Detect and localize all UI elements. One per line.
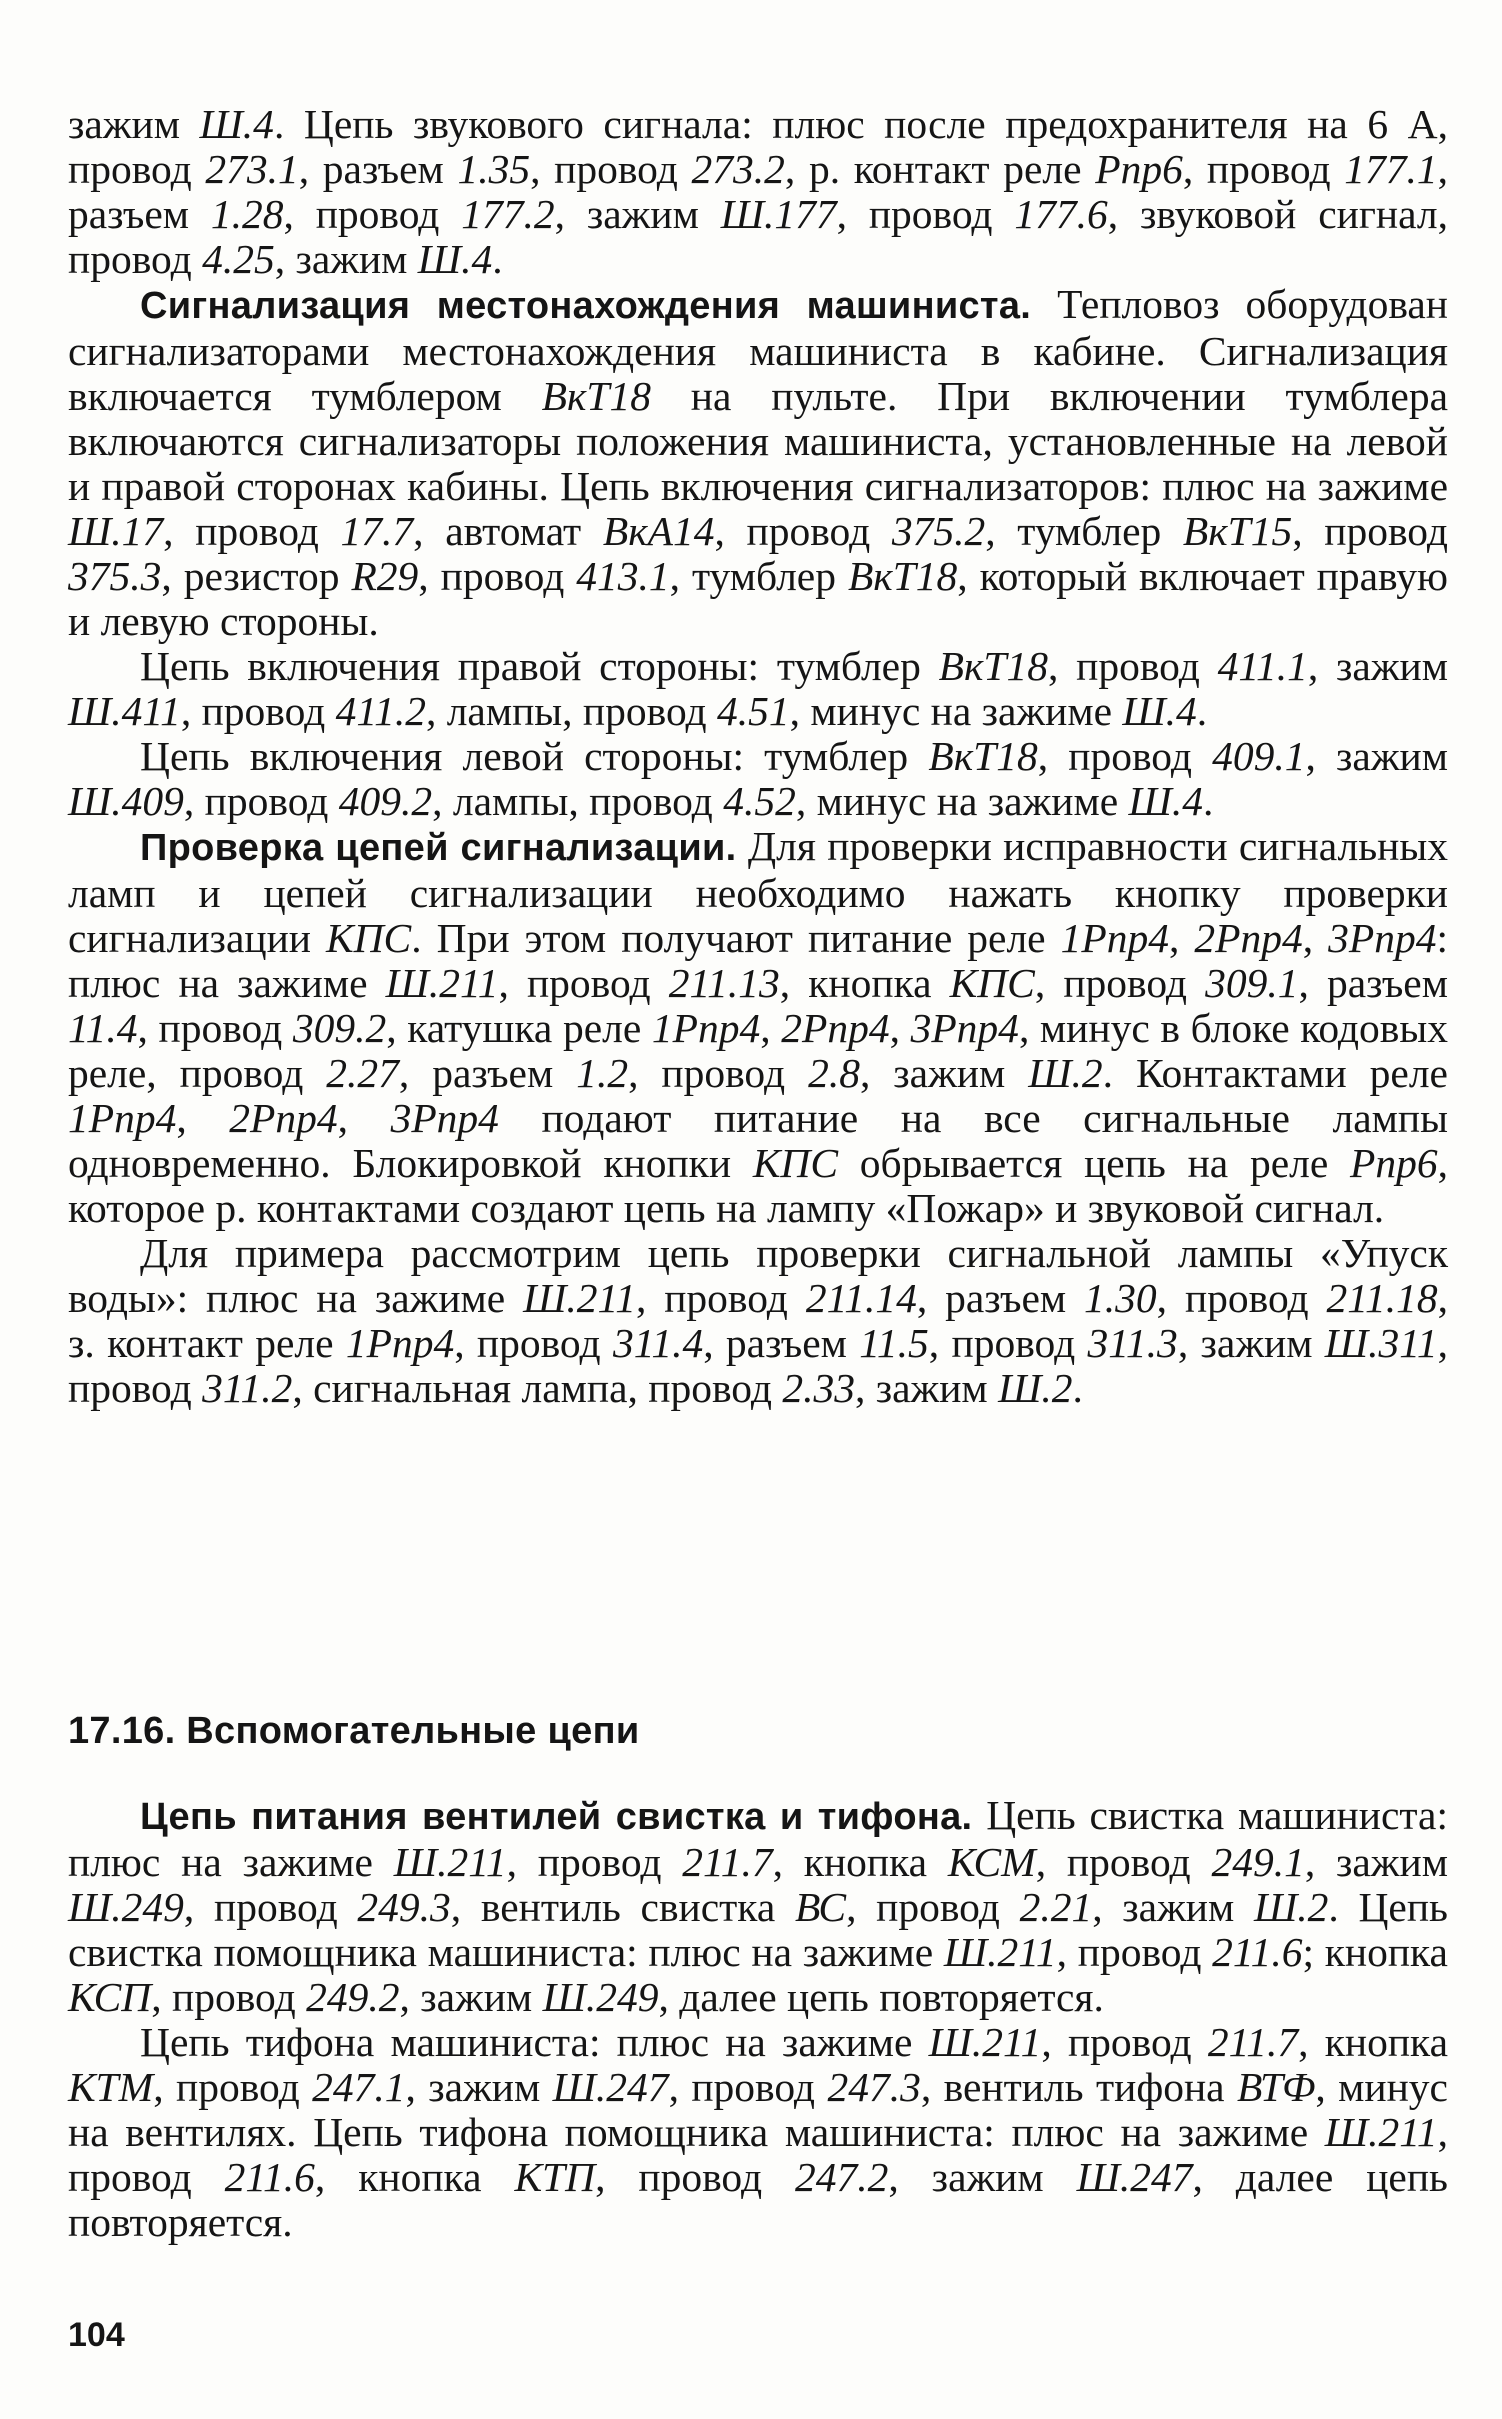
paragraph-left-side-circuit: Цепь включения левой стороны: тумблер ВкТ18, провод 409.1, зажим Ш.409, провод 409.2, лампы, провод 4.52, минус на зажиме Ш.4. bbox=[68, 733, 1448, 824]
body-text-upper bbox=[68, 102, 1448, 1411]
page-number: 104 bbox=[68, 2316, 125, 2354]
paragraph-typhon-circuit: Цепь тифона машиниста: плюс на зажиме Ш.211, провод 211.7, кнопка КТМ, провод 247.1, зажим Ш.247, провод 247.3, вентиль тифона ВТФ, минус на вентилях. Цепь тифона помощника машиниста: плюс на зажиме Ш.211, провод 211.6, кнопка КТП, провод 247.2, зажим Ш.247, далее цепь повторяется. bbox=[68, 2019, 1448, 2245]
paragraph-whistle-valves: Цепь питания вентилей свистка и тифона. Цепь свистка машиниста: плюс на зажиме Ш.211, провод 211.7, кнопка КСМ, провод 249.1, зажим Ш.249, провод 249.3, вентиль свистка ВС, провод 2.21, зажим Ш.2. Цепь свистка помощника машиниста: плюс на зажиме Ш.211, провод 211.6; кнопка КСП, провод 249.2, зажим Ш.249, далее цепь повторяется. bbox=[68, 1792, 1448, 2020]
section-title: 17.16. Вспомогательные цепи bbox=[68, 1710, 640, 1752]
paragraph-right-side-circuit: Цепь включения правой стороны: тумблер ВкТ18, провод 411.1, зажим Ш.411, провод 411.2, лампы, провод 4.51, минус на зажиме Ш.4. bbox=[68, 643, 1448, 734]
body-text-lower bbox=[68, 1793, 1448, 2245]
paragraph-lead-in: Проверка цепей сигнализации. bbox=[140, 827, 737, 869]
paragraph-driver-location-signal: Сигнализация местонахождения машиниста. Тепловоз оборудован сигнализаторами местонахождения машиниста в кабине. Сигнализация включается тумблером ВкТ18 на пульте. При включении тумблера включаются сигнализаторы положения машиниста, установленные на левой и правой сторонах кабины. Цепь включения сигнализаторов: плюс на зажиме Ш.17, провод 17.7, автомат ВкА14, провод 375.2, тумблер ВкТ15, провод 375.3, резистор R29, провод 413.1, тумблер ВкТ18, который включает правую и левую стороны. bbox=[68, 281, 1448, 644]
paragraph-signal-circuit-check: Проверка цепей сигнализации. Для проверки исправности сигнальных ламп и цепей сигнализации необходимо нажать кнопку проверки сигнализации КПС. При этом получают питание реле 1Рпр4, 2Рпр4, 3Рпр4: плюс на зажиме Ш.211, провод 211.13, кнопка КПС, провод 309.1, разъем 11.4, провод 309.2, катушка реле 1Рпр4, 2Рпр4, 3Рпр4, минус в блоке кодовых реле, провод 2.27, разъем 1.2, провод 2.8, зажим Ш.2. Контактами реле 1Рпр4, 2Рпр4, 3Рпр4 подают питание на все сигнальные лампы одновременно. Блокировкой кнопки КПС обрывается цепь на реле Рпр6, которое р. контактами создают цепь на лампу «Пожар» и звуковой сигнал. bbox=[68, 823, 1449, 1231]
paragraph-lead-in: Сигнализация местонахождения машиниста. bbox=[140, 285, 1032, 327]
paragraph-water-example: Для примера рассмотрим цепь проверки сигнальной лампы «Упуск воды»: плюс на зажиме Ш.211, провод 211.14, разъем 1.30, провод 211.18, з. контакт реле 1Рпр4, провод 311.4, разъем 11.5, провод 311.3, зажим Ш.311, провод 311.2, сигнальная лампа, провод 2.33, зажим Ш.2. bbox=[68, 1230, 1448, 1411]
paragraph-continuation: зажим Ш.4. Цепь звукового сигнала: плюс после предохранителя на 6 А, провод 273.1, разъем 1.35, провод 273.2, р. контакт реле Рпр6, провод 177.1, разъем 1.28, провод 177.2, зажим Ш.177, провод 177.6, звуковой сигнал, провод 4.25, зажим Ш.4. bbox=[68, 101, 1448, 282]
paragraph-lead-in: Цепь питания вентилей свистка и тифона. bbox=[140, 1796, 973, 1838]
